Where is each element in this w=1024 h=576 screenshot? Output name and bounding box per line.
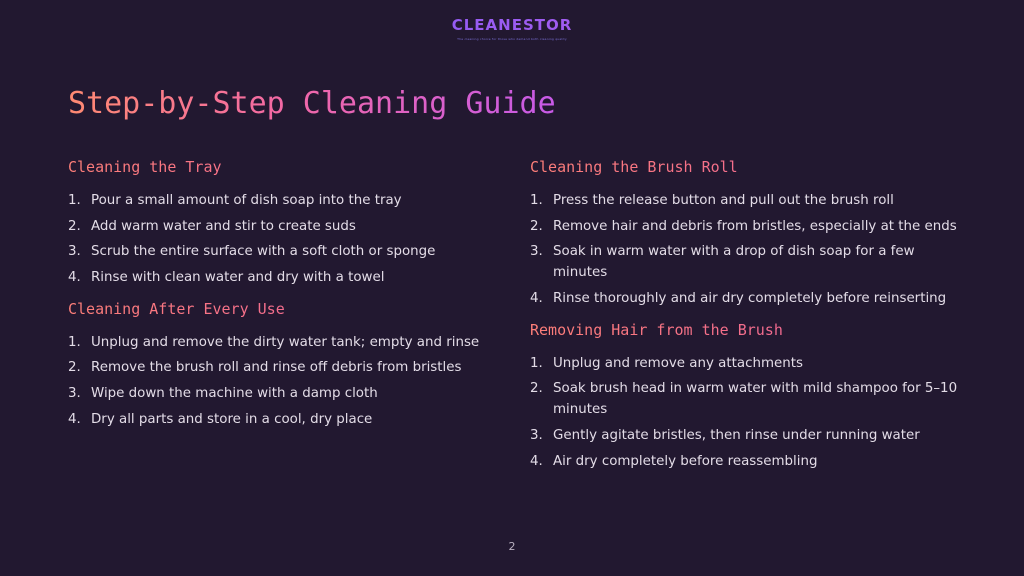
step-number: 2. <box>68 218 81 234</box>
step-item <box>68 241 488 262</box>
section-heading: Cleaning After Every Use <box>68 300 488 318</box>
step-list <box>68 190 488 288</box>
step-number: 4. <box>68 411 81 427</box>
logo-wordmark: CLEANESTOR <box>0 16 1024 34</box>
step-item <box>68 357 488 378</box>
step-item <box>68 216 488 237</box>
step-list <box>530 353 960 472</box>
step-number: 4. <box>68 269 81 285</box>
step-item <box>530 190 960 211</box>
page-number: 2 <box>508 540 516 553</box>
step-text: Rinse thoroughly and air dry completely before reinserting <box>553 290 947 306</box>
logo <box>0 16 1024 41</box>
step-text: Add warm water and stir to create suds <box>91 218 356 234</box>
step-number: 2. <box>530 381 543 397</box>
step-number: 3. <box>530 244 543 260</box>
step-text: Remove hair and debris from bristles, especially at the ends <box>553 218 957 234</box>
step-text: Dry all parts and store in a cool, dry place <box>91 411 373 427</box>
left-column <box>68 158 488 442</box>
section-removing-hair <box>530 321 960 472</box>
step-text: Unplug and remove any attachments <box>553 355 803 371</box>
step-text: Pour a small amount of dish soap into the tray <box>91 193 402 208</box>
section-cleaning-after-use <box>68 300 488 430</box>
step-number: 1. <box>530 355 543 371</box>
section-heading: Cleaning the Tray <box>68 158 488 176</box>
step-text: Press the release button and pull out the brush roll <box>553 193 894 208</box>
step-item <box>68 190 488 211</box>
step-number: 1. <box>68 334 81 350</box>
step-item <box>530 216 960 237</box>
page-title: Step-by-Step Cleaning Guide <box>68 86 556 121</box>
step-item <box>68 383 488 404</box>
step-number: 3. <box>68 385 81 401</box>
section-heading: Cleaning the Brush Roll <box>530 158 960 176</box>
step-text: Scrub the entire surface with a soft cloth or sponge <box>91 244 436 260</box>
step-text: Remove the brush roll and rinse off debris from bristles <box>91 360 462 376</box>
step-item <box>530 378 960 420</box>
right-column <box>530 158 960 484</box>
step-number: 3. <box>530 427 543 443</box>
step-item <box>530 425 960 446</box>
step-item <box>530 288 960 309</box>
step-text: Gently agitate bristles, then rinse under running water <box>553 427 920 443</box>
step-item <box>68 332 488 353</box>
section-heading: Removing Hair from the Brush <box>530 321 960 339</box>
section-cleaning-brush-roll <box>530 158 960 309</box>
step-text: Air dry completely before reassembling <box>553 453 818 469</box>
step-item <box>530 353 960 374</box>
step-item <box>68 267 488 288</box>
step-number: 3. <box>68 244 81 260</box>
section-cleaning-tray <box>68 158 488 288</box>
logo-tagline: The cleaning choice for those who demand both cleaning quality <box>457 37 567 41</box>
step-number: 2. <box>530 218 543 234</box>
step-text: Soak in warm water with a drop of dish soap for a few minutes <box>553 244 915 281</box>
step-list <box>530 190 960 309</box>
step-list <box>68 332 488 430</box>
step-item <box>530 241 960 283</box>
step-text: Wipe down the machine with a damp cloth <box>91 385 378 401</box>
step-number: 4. <box>530 290 543 306</box>
step-number: 2. <box>68 360 81 376</box>
step-text: Unplug and remove the dirty water tank; empty and rinse <box>91 334 480 350</box>
step-number: 1. <box>530 193 543 208</box>
step-text: Soak brush head in warm water with mild shampoo for 5–10 minutes <box>553 381 958 418</box>
step-text: Rinse with clean water and dry with a towel <box>91 269 385 285</box>
step-item <box>68 409 488 430</box>
step-number: 1. <box>68 193 81 208</box>
step-item <box>530 451 960 472</box>
step-number: 4. <box>530 453 543 469</box>
